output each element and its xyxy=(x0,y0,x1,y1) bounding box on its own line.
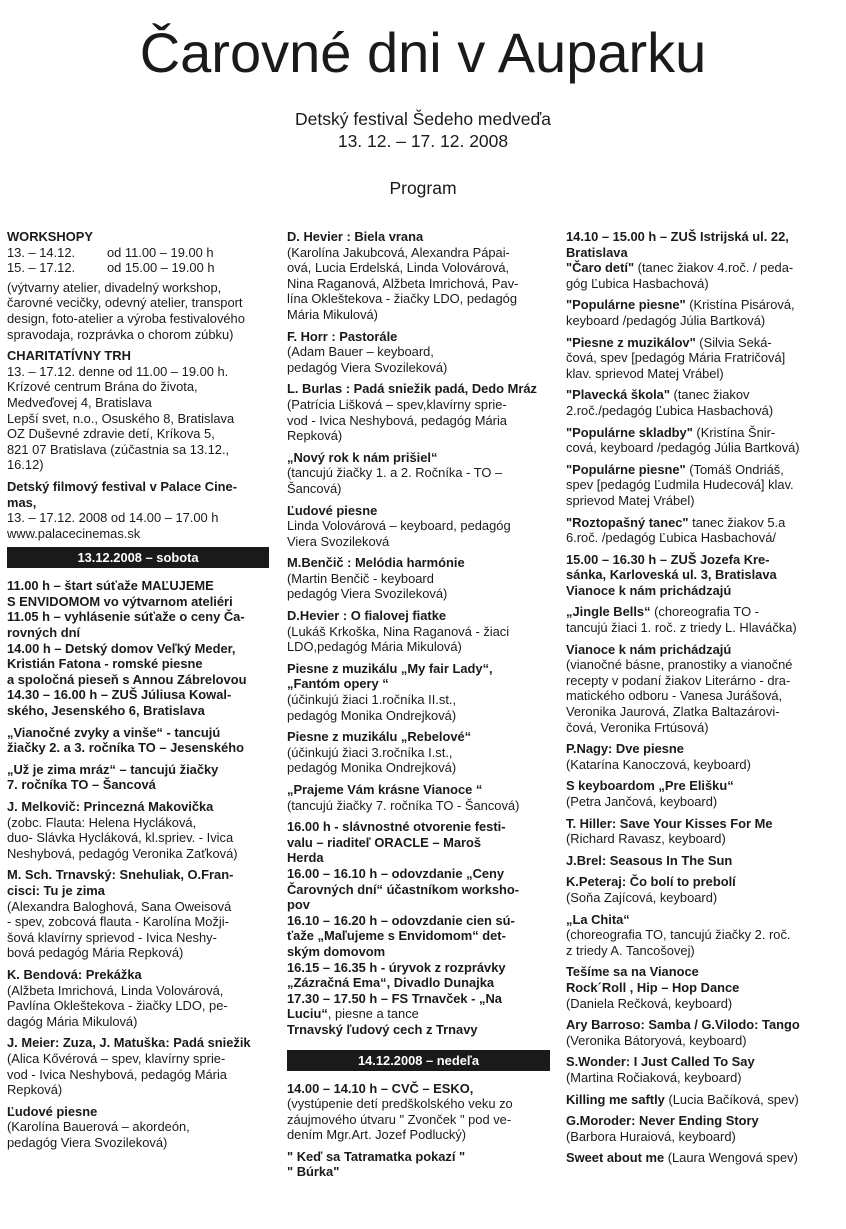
program-note: , piesne a tance xyxy=(327,1006,419,1022)
program-title: 11.00 h – štart súťaže MAĽUJEME xyxy=(7,578,214,594)
program-item xyxy=(287,229,550,323)
column-2 xyxy=(287,229,550,1186)
program-item xyxy=(7,1035,269,1097)
program-title: K.Peteraj: Čo bolí to prebolí xyxy=(566,874,736,890)
program-item xyxy=(566,853,832,869)
program-detail: 6.roč. /pedagóg Ľubica Hasbachová/ xyxy=(566,530,776,546)
program-detail: (účinkujú žiaci 1.ročníka II.st., xyxy=(287,692,457,708)
program-line xyxy=(566,297,832,313)
program-detail: vod - Ivica Neshybová, pedagóg Mária xyxy=(7,1066,227,1082)
program-detail: pedagóg Viera Svozileková) xyxy=(287,359,448,375)
program-detail: (Martina Ročiaková, keyboard) xyxy=(566,1069,742,1085)
program-item xyxy=(566,964,832,1011)
program-note: (tanec žiakov 4.roč. / peda- xyxy=(634,260,794,276)
program-title: 16.10 – 16.20 h – odovzdanie cien sú- xyxy=(287,912,515,928)
program-title: " Búrka" xyxy=(287,1164,340,1180)
program-title: ského, Jesenského 6, Bratislava xyxy=(7,703,205,719)
program-note: (Tomáš Ondriáš, xyxy=(685,461,784,477)
program-note: (Kristína Šnir- xyxy=(692,424,776,440)
program-item xyxy=(566,335,832,382)
workshop-description-line: spravodaja, rozprávka o chorom zúbku) xyxy=(7,326,234,342)
program-detail: - spev, zobcová flauta - Karolína Možji- xyxy=(7,914,229,930)
program-heading: Program xyxy=(389,178,457,198)
program-item xyxy=(566,741,832,772)
program-detail: pedagóg Monika Ondrejková) xyxy=(287,760,457,776)
program-title: a spoločná pieseň s Annou Zábrelovou xyxy=(7,671,247,687)
program-title: S keyboardom „Pre Elišku“ xyxy=(566,778,734,794)
program-detail: pedagóg Monika Ondrejková) xyxy=(287,707,457,723)
program-item xyxy=(287,381,550,443)
program-title: sánka, Karloveská ul. 3, Bratislava xyxy=(566,567,777,583)
program-detail: dagóg Mária Mikulová) xyxy=(7,1013,138,1029)
program-detail: Repková) xyxy=(287,428,343,444)
program-title: "Roztopašný tanec" xyxy=(566,514,689,530)
program-detail: Neshybová, pedagóg Veronika Zaťková) xyxy=(7,845,238,861)
program-title: „Fantóm opery “ xyxy=(287,676,389,692)
program-detail: (Martin Benčič - keyboard xyxy=(287,570,434,586)
program-title: 14.00 h – Detský domov Veľký Meder, xyxy=(7,640,236,656)
program-title: D. Hevier : Biela vrana xyxy=(287,229,424,244)
program-item xyxy=(287,661,550,723)
program-title: Killing me saftly xyxy=(566,1091,665,1107)
schedule-date: 13. – 14.12. xyxy=(7,244,76,260)
program-title: Ľudové piesne xyxy=(7,1103,98,1119)
program-item xyxy=(566,778,832,809)
program-title: "Populárne skladby" xyxy=(566,424,693,440)
program-title: " Keď sa Tatramatka pokazí " xyxy=(287,1148,466,1164)
program-title: L. Burlas : Padá sniežik padá, Dedo Mráz xyxy=(287,381,538,397)
program-line xyxy=(566,260,832,276)
program-line xyxy=(566,515,832,531)
program-title: Ľudové piesne xyxy=(287,502,378,518)
program-note: (choreografia TO - xyxy=(650,604,759,620)
program-title: Rock´Roll , Hip – Hop Dance xyxy=(566,979,740,995)
program-detail: (Daniela Rečková, keyboard) xyxy=(566,995,733,1011)
program-detail: (choreografia TO, tancujú žiačky 2. roč. xyxy=(566,927,791,943)
program-item xyxy=(287,729,550,776)
program-detail: ová, Lucia Erdelská, Linda Volovárová, xyxy=(287,260,510,276)
program-item xyxy=(566,816,832,847)
program-detail: LDO,pedagóg Mária Mikulová) xyxy=(287,639,462,655)
program-item xyxy=(566,1150,832,1166)
workshopy-block xyxy=(7,229,269,342)
program-detail: (zobc. Flauta: Helena Hycláková, xyxy=(7,814,197,830)
program-detail: dením Mgr.Art. Jozef Podlucký) xyxy=(287,1127,467,1143)
program-title: žiačky 2. a 3. ročníka TO – Jesenského xyxy=(7,740,244,756)
program-item xyxy=(566,874,832,905)
festival-dates: 13. 12. – 17. 12. 2008 xyxy=(337,131,509,151)
program-item xyxy=(287,1149,550,1180)
program-title: S.Wonder: I Just Called To Say xyxy=(566,1054,755,1070)
program-detail: čová, Veronika Frtúsová) xyxy=(566,719,709,735)
program-item xyxy=(566,642,832,736)
program-detail: Veronika Jaurová, Zlatka Baltazárovi- xyxy=(566,704,780,720)
program-title: G.Moroder: Never Ending Story xyxy=(566,1113,759,1129)
program-detail: (Katarína Kanoczová, keyboard) xyxy=(566,756,751,772)
program-detail: sprievod Matej Vrábel) xyxy=(566,492,695,508)
page-title: Čarovné dni v Auparku xyxy=(139,21,707,84)
program-detail: cová, keyboard /pedagóg Júlia Bartková) xyxy=(566,440,800,456)
program-title: 16.15 – 16.35 h - úryvok z rozprávky xyxy=(287,959,506,975)
program-detail: klav. sprievod Matej Vrábel) xyxy=(566,365,724,381)
program-detail: 2.roč./pedagóg Ľubica Hasbachová) xyxy=(566,402,774,418)
program-item xyxy=(566,1092,832,1108)
schedule-row xyxy=(7,260,269,276)
program-title: „La Chita“ xyxy=(566,911,630,927)
program-detail: šová klavírny sprievod - Ivica Neshy- xyxy=(7,929,217,945)
program-detail: (účinkujú žiaci 3.ročníka I.st., xyxy=(287,744,453,760)
program-title: Sweet about me xyxy=(566,1150,665,1166)
workshop-description-line: design, foto-atelier a výroba festivalového xyxy=(7,310,245,326)
program-detail: (vystúpenie detí predškolského veku zo xyxy=(287,1096,513,1112)
charity-heading: CHARITATÍVNY TRH xyxy=(7,348,131,364)
program-title: S ENVIDOMOM vo výtvarnom ateliéri xyxy=(7,593,233,609)
schedule-time: od 11.00 – 19.00 h xyxy=(107,244,214,260)
workshop-description-line: (výtvarny atelier, divadelný workshop, xyxy=(7,279,222,295)
program-line xyxy=(566,335,832,351)
charity-info-line: Medveďovej 4, Bratislava xyxy=(7,394,152,410)
schedule-time: od 15.00 – 19.00 h xyxy=(107,260,215,276)
program-detail: (Patrícia Lišková – spev,klavírny sprie- xyxy=(287,396,507,412)
program-detail: (Richard Ravasz, keyboard) xyxy=(566,831,726,847)
program-item xyxy=(566,1113,832,1144)
program-detail: (tancujú žiačky 7. ročníka TO - Šancová) xyxy=(287,797,520,813)
film-festival-info-line: 13. – 17.12. 2008 od 14.00 – 17.00 h xyxy=(7,510,219,526)
program-detail: (Soňa Zajícová, keyboard) xyxy=(566,889,718,905)
program-title: D.Hevier : O fialovej fiatke xyxy=(287,608,447,624)
program-title: 14.30 – 16.00 h – ZUŠ Júliusa Kowal- xyxy=(7,687,232,703)
program-title: ským domovom xyxy=(287,943,386,959)
film-festival-heading-line: mas, xyxy=(7,494,37,510)
program-title: Herda xyxy=(287,850,324,866)
program-title: 17.30 – 17.50 h – FS Trnavček - „Na xyxy=(287,990,502,1006)
film-festival-heading-line: Detský filmový festival v Palace Cine- xyxy=(7,478,237,494)
program-line xyxy=(566,387,832,403)
program-title: M. Sch. Trnavský: Snehuliak, O.Fran- xyxy=(7,867,234,883)
program-detail: Nina Raganová, Alžbeta Imrichová, Pav- xyxy=(287,275,519,291)
program-item xyxy=(7,725,269,756)
program-line xyxy=(566,1150,832,1166)
program-title: 15.00 – 16.30 h – ZUŠ Jozefa Kre- xyxy=(566,551,770,567)
program-title: Kristián Fatona - romské piesne xyxy=(7,656,203,672)
program-title: J. Meier: Zuza, J. Matuška: Padá sniežik xyxy=(7,1035,251,1051)
program-detail: matického odboru - Vanesa Jurášová, xyxy=(566,688,783,704)
program-line xyxy=(287,1006,550,1022)
program-title: Tešíme sa na Vianoce xyxy=(566,964,699,980)
program-item xyxy=(566,297,832,328)
program-line xyxy=(566,462,832,478)
program-detail: (Alžbeta Imrichová, Linda Volovárová, xyxy=(7,982,224,998)
program-detail: záujmového útvaru " Zvonček " pod ve- xyxy=(287,1111,512,1127)
program-title: "Čaro detí" xyxy=(566,260,635,276)
program-item xyxy=(566,1054,832,1085)
program-title: "Plavecká škola" xyxy=(566,387,670,403)
program-item xyxy=(566,515,832,546)
program-item xyxy=(566,229,832,291)
program-detail: Repková) xyxy=(7,1082,63,1098)
charity-info-line: OZ Duševné zdravie detí, Kríkova 5, xyxy=(7,426,215,442)
program-item xyxy=(7,578,269,718)
program-detail: (Petra Jančová, keyboard) xyxy=(566,794,718,809)
program-detail: (Veronika Bátoryová, keyboard) xyxy=(566,1032,747,1048)
program-title: J.Brel: Seasous In The Sun xyxy=(566,852,733,868)
program-note: (Silvia Seká- xyxy=(695,334,772,350)
program-item xyxy=(287,1081,550,1143)
film-festival-block xyxy=(7,479,269,541)
program-detail: pedagóg Viera Svozileková) xyxy=(7,1134,168,1150)
workshopy-heading: WORKSHOPY xyxy=(7,229,93,244)
program-item xyxy=(566,912,832,959)
program-title: 11.05 h – vyhlásenie súťaže o ceny Ča- xyxy=(7,609,245,625)
program-title: F. Horr : Pastorále xyxy=(287,328,398,344)
program-title: Ary Barroso: Samba / G.Vilodo: Tango xyxy=(566,1017,800,1033)
program-item xyxy=(566,425,832,456)
program-title: cisci: Tu je zima xyxy=(7,882,105,898)
program-item xyxy=(566,387,832,418)
program-item xyxy=(287,329,550,376)
program-item xyxy=(566,462,832,509)
program-title: Trnavský ľudový cech z Trnavy xyxy=(287,1021,478,1037)
program-title: „Zázračná Ema“, Divadlo Dunajka xyxy=(287,975,495,991)
program-title: valu – riaditeľ ORACLE – Maroš xyxy=(287,834,482,850)
program-detail: duo- Slávka Hycláková, kl.spriev. - Ivica xyxy=(7,830,234,846)
program-detail: pedagóg Viera Svozileková) xyxy=(287,586,448,602)
charity-info-line: Lepší svet, n.o., Osuského 8, Bratislava xyxy=(7,410,235,426)
program-note: (tanec žiakov xyxy=(669,387,750,403)
program-title: 14.00 – 14.10 h – CVČ – ESKO, xyxy=(287,1080,474,1096)
program-title: M.Benčič : Melódia harmónie xyxy=(287,555,465,571)
program-line xyxy=(566,1092,832,1108)
program-detail: spev [pedagóg Ľudmila Hudecová] klav. xyxy=(566,477,794,493)
program-item xyxy=(7,1104,269,1151)
program-detail: (Karolína Jakubcová, Alexandra Pápai- xyxy=(287,244,510,260)
program-detail: góg Ľubica Hasbachová) xyxy=(566,275,709,291)
program-item xyxy=(287,450,550,497)
program-title: T. Hiller: Save Your Kisses For Me xyxy=(566,815,773,831)
program-item xyxy=(7,967,269,1029)
charity-market-block xyxy=(7,348,269,473)
program-detail: lína Okleštekova - žiačky LDO, pedagóg xyxy=(287,291,517,307)
program-title: K. Bendová: Prekážka xyxy=(7,966,142,982)
day-band-saturday: 13.12.2008 – sobota xyxy=(7,547,269,568)
program-detail: čová, spev [pedagóg Mária Fratričová] xyxy=(566,350,786,366)
charity-info-line: 13. – 17.12. denne od 11.00 – 19.00 h. xyxy=(7,363,229,379)
program-detail: keyboard /pedagóg Júlia Bartková) xyxy=(566,312,766,328)
program-title: "Piesne z muzikálov" xyxy=(566,334,696,350)
program-item xyxy=(566,1017,832,1048)
program-title: 16.00 – 16.10 h – odovzdanie „Ceny xyxy=(287,865,505,881)
program-title: „Nový rok k nám prišiel“ xyxy=(287,449,438,465)
program-detail: (Barbora Huraiová, keyboard) xyxy=(566,1128,736,1144)
program-title: pov xyxy=(287,897,310,913)
program-note: (Kristína Pisárová, xyxy=(685,297,795,313)
program-detail: z triedy A. Tancošovej) xyxy=(566,942,695,958)
program-note: (Laura Wengová spev) xyxy=(664,1150,798,1166)
program-title: Piesne z muzikálu „My fair Lady“, xyxy=(287,660,493,676)
program-detail: (Adam Bauer – keyboard, xyxy=(287,344,434,360)
program-title: Vianoce k nám prichádzajú xyxy=(566,641,732,657)
program-title: „Prajeme Vám krásne Vianoce “ xyxy=(287,782,483,797)
schedule-date: 15. – 17.12. xyxy=(7,260,76,276)
program-title: P.Nagy: Dve piesne xyxy=(566,741,684,757)
program-detail: vod - Ivica Neshybová, pedagóg Mária xyxy=(287,412,507,428)
program-title: Piesne z muzikálu „Rebelové“ xyxy=(287,729,472,745)
program-detail: Viera Svozileková xyxy=(287,533,390,549)
program-title: "Populárne piesne" xyxy=(566,461,686,477)
program-detail: tancujú žiaci 1. roč. z triedy L. Hlaváčka) xyxy=(566,620,797,636)
program-detail: Mária Mikulová) xyxy=(287,306,378,322)
program-title: ťaže „Maľujeme s Envidomom“ det- xyxy=(287,928,506,944)
column-3 xyxy=(566,229,832,1172)
program-item xyxy=(7,799,269,861)
program-title: „Jingle Bells“ xyxy=(566,604,651,620)
program-item xyxy=(566,604,832,635)
program-title: rovných dní xyxy=(7,625,81,641)
charity-info-line: 16.12) xyxy=(7,457,44,473)
program-detail: Linda Volovárová – keyboard, pedagóg xyxy=(287,518,511,534)
program-title: Luciu“ xyxy=(287,1006,328,1022)
program-item xyxy=(287,555,550,602)
program-detail: (vianočné básne, pranostiky a vianočné xyxy=(566,657,793,673)
program-note: tanec žiakov 5.a xyxy=(688,514,786,530)
column-1 xyxy=(7,229,269,1156)
charity-info-line: Krízové centrum Brána do života, xyxy=(7,379,198,395)
program-item xyxy=(287,503,550,550)
film-festival-info-line: www.palacecinemas.sk xyxy=(7,525,141,541)
program-detail: (tancujú žiačky 1. a 2. Ročníka - TO – xyxy=(287,465,503,481)
program-line xyxy=(566,425,832,441)
program-title: 16.00 h - slávnostné otvorenie festi- xyxy=(287,819,506,835)
festival-subtitle: Detský festival Šedeho medveďa xyxy=(295,109,551,129)
program-detail: recepty v podaní žiakov Literárno - dra- xyxy=(566,672,791,688)
program-item xyxy=(287,819,550,1037)
workshop-description-line: čarovné vecičky, odevný atelier, transport xyxy=(7,295,243,311)
program-detail: (Alica Kővérová – spev, klavírny sprie- xyxy=(7,1050,226,1066)
program-title: Čarovných dní“ účastníkom worksho- xyxy=(287,881,520,897)
program-title: „Už je zima mráz“ – tancujú žiačky xyxy=(7,761,219,777)
program-item xyxy=(7,762,269,793)
program-detail: (Alexandra Baloghová, Sana Oweisová xyxy=(7,898,232,914)
program-title: „Vianočné zvyky a vinše“ - tancujú xyxy=(7,724,221,740)
program-title: 7. ročníka TO – Šancová xyxy=(7,777,156,793)
program-item xyxy=(566,552,832,599)
program-title: "Populárne piesne" xyxy=(566,297,686,313)
program-detail: (Karolína Bauerová – akordeón, xyxy=(7,1119,190,1135)
program-item xyxy=(7,867,269,961)
program-detail: Pavlína Okleštekova - žiačky LDO, pe- xyxy=(7,998,228,1014)
program-detail: Šancová) xyxy=(287,480,342,496)
program-title: 14.10 – 15.00 h – ZUŠ Istrijská ul. 22, xyxy=(566,229,789,244)
program-title: Vianoce k nám prichádzajú xyxy=(566,582,732,598)
program-item xyxy=(287,608,550,655)
schedule-row xyxy=(7,245,269,261)
program-line xyxy=(566,604,832,620)
program-item xyxy=(287,782,550,813)
program-title: J. Melkovič: Princezná Makovička xyxy=(7,799,214,814)
program-note: (Lucia Bačíková, spev) xyxy=(664,1091,799,1107)
program-detail: (Lukáš Krkoška, Nina Raganová - žiaci xyxy=(287,623,510,639)
program-title: Bratislava xyxy=(566,244,628,260)
charity-info-line: 821 07 Bratislava (zúčastnia sa 13.12., xyxy=(7,441,230,457)
program-detail: bová pedagóg Mária Repková) xyxy=(7,945,184,961)
day-band-sunday: 14.12.2008 – nedeľa xyxy=(287,1050,550,1071)
